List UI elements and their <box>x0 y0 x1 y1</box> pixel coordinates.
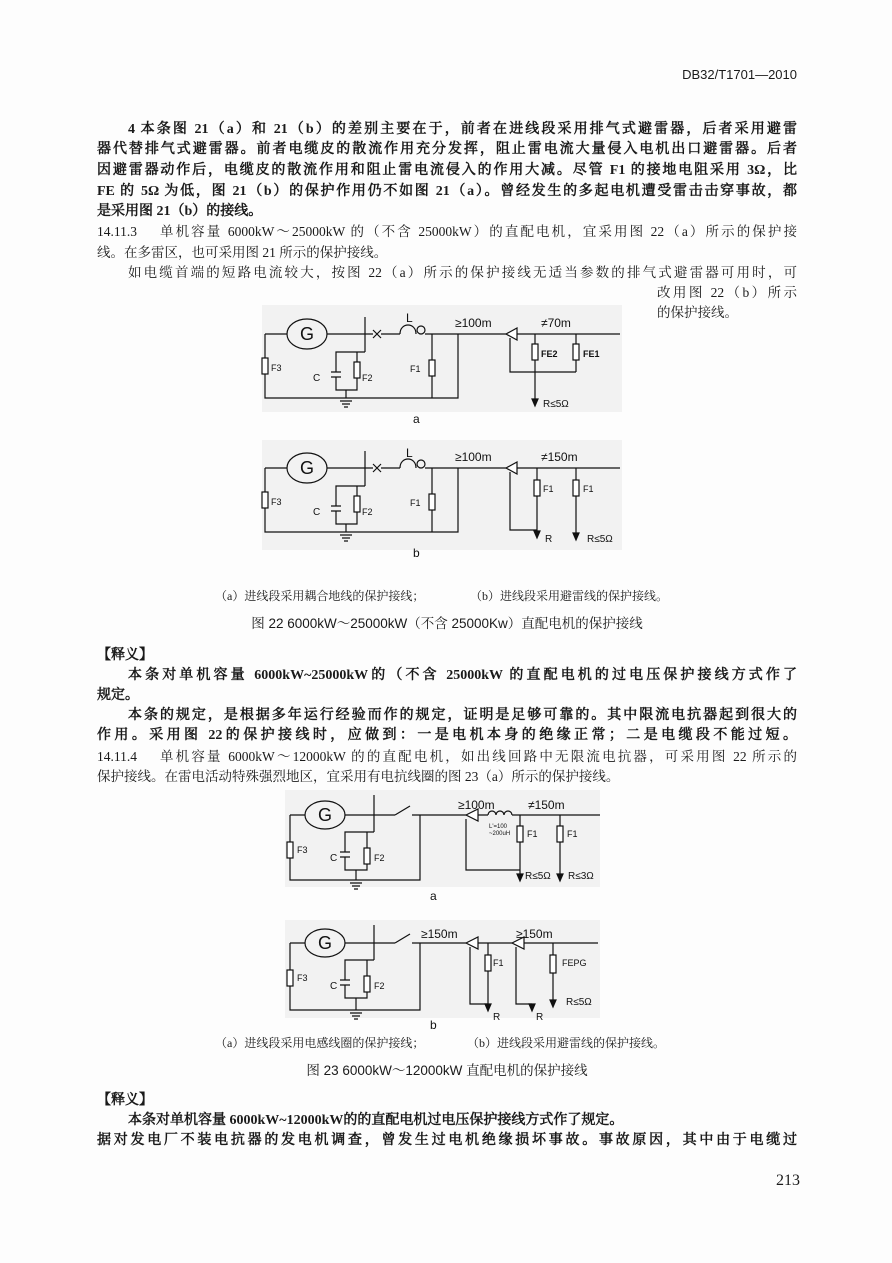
figure-22-caption-a: （a）进线段采用耦合地线的保护接线； <box>215 589 425 603</box>
subfigure-label: a <box>413 412 420 426</box>
arrester-f1-symbol <box>429 494 435 510</box>
capacitor-label: C <box>330 853 338 864</box>
f3-label: F3 <box>271 363 282 373</box>
document-code: DB32/T1701—2010 <box>682 67 797 82</box>
generator-label: G <box>317 933 333 953</box>
arrester-f2-symbol <box>354 496 360 512</box>
inductance-label: ~200uH <box>489 831 511 837</box>
clause-number: 14.11.4 <box>97 749 137 764</box>
arrester-f2-symbol <box>354 362 360 378</box>
arrester-fepg-symbol <box>550 955 556 973</box>
paragraph-4-line: 因避雷器动作后，电缆皮的散流作用和阻止雷电流侵入的作用大减。尽管 F1 的接地电阻采用 3Ω，比 <box>97 163 797 178</box>
clause-14-11-3-line: 单机容量 6000kW～25000kW 的（不含 25000kW）的直配电机，宜采用图 22（a）所示的保护接 <box>160 224 797 239</box>
cable-length-label: ≥100m <box>455 450 492 464</box>
clause-14-11-3-line: 线。在多雷区，也可采用图 21 所示的保护接线。 <box>97 245 388 260</box>
f1-label: F1 <box>410 364 421 374</box>
capacitor-label: C <box>313 507 321 518</box>
subfigure-label: a <box>430 889 437 903</box>
f2-label: F2 <box>374 981 385 991</box>
arrester-f1-line-symbol <box>534 480 540 496</box>
explanation-1-line: 规定。 <box>97 688 139 703</box>
paragraph-4-line: 4 本条图 21（a）和 21（b）的差别主要在于，前者在进线段采用排气式避雷器，后者采用避雷 <box>128 122 797 137</box>
ground-resistance-label: R≤5Ω <box>566 997 592 1008</box>
arrester-f1-line-symbol <box>573 480 579 496</box>
arrester-fe2-symbol <box>532 344 538 360</box>
arrester-f1-symbol <box>557 826 563 842</box>
line-length-label: ≠150m <box>541 450 578 464</box>
arrester-f3-symbol <box>287 970 293 986</box>
paragraph-4-line: 器代替排气式避雷器。前者电缆皮的散流作用充分发挥，阻止雷电流大量侵入电机出口避雷器。后者 <box>97 142 797 157</box>
clause-14-11-4-line: 保护接线。在雷电活动特殊强烈地区，宜采用有电抗线圈的图 23（a）所示的保护接线。 <box>97 769 620 784</box>
arrester-fe1-symbol <box>573 344 579 360</box>
line-length-label: ≥150m <box>516 927 553 941</box>
cable-length-label: ≥150m <box>421 927 458 941</box>
f1-label: F1 <box>410 498 421 508</box>
generator-label: G <box>299 458 315 478</box>
ground-resistance-label: R≤5Ω <box>525 871 551 882</box>
figure-23-diagram <box>282 788 604 1032</box>
explanation-heading: 【释义】 <box>97 1093 153 1108</box>
line-length-label: ≠70m <box>541 316 571 330</box>
f3-label: F3 <box>297 973 308 983</box>
f2-label: F2 <box>374 853 385 863</box>
explanation-1-line: 本条对单机容量 6000kW~25000kW的（不含 25000kW 的直配电机的过电压保护接线方式作了 <box>128 668 797 683</box>
figure-22-caption-b: （b）进线段采用避雷线的保护接线。 <box>470 589 669 603</box>
ground-resistance-label: R≤5Ω <box>587 534 613 545</box>
ground-resistance-label: R <box>536 1012 544 1023</box>
clause-number: 14.11.3 <box>97 224 137 239</box>
f1-label: F1 <box>493 958 504 968</box>
reactor-label: L <box>406 446 413 460</box>
f1-label: F1 <box>527 829 538 839</box>
f1-line-label: F1 <box>583 484 594 494</box>
capacitor-label: C <box>330 981 338 992</box>
arrester-f2-symbol <box>364 848 370 864</box>
clause-14-11-3-line: 改用图 22（b）所示 <box>657 285 797 300</box>
figure-23-caption-a: （a）进线段采用电感线圈的保护接线； <box>215 1036 425 1050</box>
clause-14-11-3-line: 的保护接线。 <box>657 305 738 320</box>
reactor-label: L <box>406 311 413 325</box>
arrester-f1-symbol <box>485 955 491 971</box>
explanation-2-line: 据对发电厂不装电抗器的发电机调查，曾发生过电机绝缘损坏事故。事故原因，其中由于电缆过 <box>97 1133 797 1148</box>
figure-23-title: 图 23 6000kW～12000kW 直配电机的保护接线 <box>306 1063 588 1078</box>
arrester-f1-symbol <box>429 360 435 376</box>
fepg-label: FEPG <box>562 958 587 968</box>
paragraph-4-line: FE 的 5Ω 为低，图 21（b）的保护作用仍不如图 21（a）。曾经发生的多起电机遭受雷击击穿事故，都 <box>97 184 797 199</box>
page-number: 213 <box>776 1172 800 1189</box>
inductance-label: L'=100 <box>489 824 507 830</box>
subfigure-label: b <box>430 1018 437 1032</box>
arrester-f3-symbol <box>262 358 268 374</box>
explanation-2-line: 本条对单机容量 6000kW~12000kW的的直配电机过电压保护接线方式作了规定。 <box>128 1113 624 1128</box>
ground-resistance-label: R≤3Ω <box>568 871 594 882</box>
fe1-label: FE1 <box>583 349 600 359</box>
explanation-1-line: 本条的规定，是根据多年运行经验而作的规定，证明是足够可靠的。其中限流电抗器起到很大的 <box>128 708 797 723</box>
figure-22-diagram <box>258 300 628 562</box>
clause-14-11-4-line: 单机容量 6000kW～12000kW 的的直配电机，如出线回路中无限流电抗器，可采用图 22 所示的 <box>160 749 797 764</box>
fe2-label: FE2 <box>541 349 558 359</box>
paragraph-4-line: 是采用图 21（b）的接线。 <box>97 204 263 219</box>
generator-label: G <box>317 805 333 825</box>
ground-resistance-label: R≤5Ω <box>543 399 569 410</box>
cable-length-label: ≥100m <box>458 798 495 812</box>
arrester-f3-symbol <box>262 492 268 508</box>
arrester-f3-symbol <box>287 842 293 858</box>
figure-23-caption-b: （b）进线段采用避雷线的保护接线。 <box>467 1036 666 1050</box>
ground-resistance-label: R <box>545 534 553 545</box>
f2-label: F2 <box>362 373 373 383</box>
ground-resistance-label: R <box>493 1012 501 1023</box>
f1-label: F1 <box>567 829 578 839</box>
capacitor-label: C <box>313 373 321 384</box>
arrester-f2-symbol <box>364 976 370 992</box>
explanation-heading: 【释义】 <box>97 648 153 663</box>
explanation-1-line: 作用。采用图 22的保护接线时，应做到：一是电机本身的绝缘正常；二是电缆段不能过短。 <box>97 728 797 743</box>
f2-label: F2 <box>362 507 373 517</box>
arrester-f1-symbol <box>517 826 523 842</box>
line-length-label: ≠150m <box>528 798 565 812</box>
generator-label: G <box>299 324 315 344</box>
figure-22-title: 图 22 6000kW～25000kW（不含 25000Kw）直配电机的保护接线 <box>251 616 643 631</box>
cable-length-label: ≥100m <box>455 316 492 330</box>
subfigure-label: b <box>413 546 420 560</box>
clause-14-11-3-line: 如电缆首端的短路电流较大，按图 22（a）所示的保护接线无适当参数的排气式避雷器可用时，可 <box>128 265 797 280</box>
f1-line-label: F1 <box>543 484 554 494</box>
f3-label: F3 <box>271 497 282 507</box>
f3-label: F3 <box>297 845 308 855</box>
